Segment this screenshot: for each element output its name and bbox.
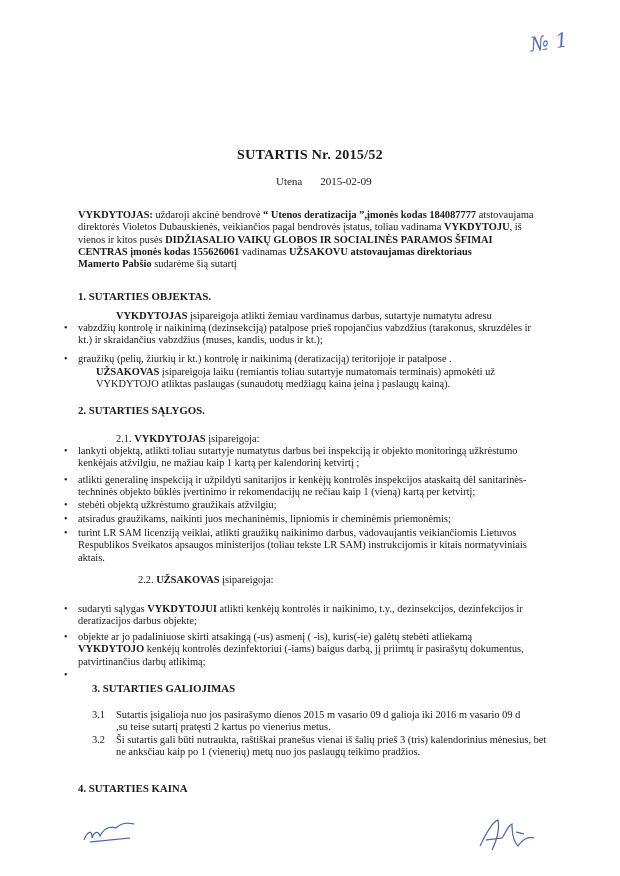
bullet-icon: • xyxy=(64,632,68,643)
bullet-icon: • xyxy=(64,514,68,525)
s2-item-5: turint LR SAM licenziją veiklai, atlikti graužikų naikinimo darbus, vadovaujantis veikiančiomis Lietuvos Respublikos Sveikatos apsaugos ministerijos (toliau tekste LR SAM) instrukcijomis ir kitais normatyviniais aktais. xyxy=(78,528,527,564)
intro-line: VYKDYTOJAS: uždaroji akcinė bendrovė “ Utenos deratizacija ”,įmonės kodas 184087777 atstovaujama xyxy=(78,210,534,221)
page-number-handwritten: № 1 xyxy=(528,27,570,57)
clause-3-1: Sutartis įsigalioja nuo jos pasirašymo dienos 2015 m vasario 09 d galioja iki 2016 m vasario 09 d ,su teise sutartį pratęsti 2 kartus po vienerius metus. xyxy=(116,710,521,734)
signature-right xyxy=(472,812,542,858)
contract-date: 2015-02-09 xyxy=(320,176,372,188)
bullet-icon: • xyxy=(64,446,68,457)
place: Utena xyxy=(276,176,303,188)
bullet-icon: • xyxy=(64,500,68,511)
clause-3-1-number: 3.1 xyxy=(92,710,105,721)
s1-paragraph-2: UŽSAKOVAS įsipareigoja laiku (remiantis toliau sutartyje numatomais terminais) apmokėti už VYKDYTOJO atliktas paslaugas (sunaudotų medžiagų kaina įeina į paslaugų kainą). xyxy=(96,367,495,391)
s1-paragraph-1: VYKDYTOJAS įsipareigoja atlikti žemiau vardinamus darbus, sutartyje numatytu adresu xyxy=(116,311,492,322)
bullet-icon: • xyxy=(64,354,68,365)
s2-obligation-2: objekte ar jo padaliniuose skirti atsakingą (-us) asmenį ( -is), kuris(-ie) galėtų stebėti atliekamą VYKDYTOJO kenkėjų kontrolės dezinfektoriui (-iams) baigus darbą, jį priimtų ir pasirašytų dokumentus, patvirtinančius darbų atlikimą; xyxy=(78,632,524,668)
bullet-icon: • xyxy=(64,528,68,539)
intro-line: Mamerto Pabšio sudarėme šią sutartį xyxy=(78,259,237,271)
section-2-heading: 2. SUTARTIES SĄLYGOS. xyxy=(78,405,205,417)
s2-item-3: stebėti objektą užkrėstumo graužikais atžvilgiu; xyxy=(78,500,277,511)
section-4-heading: 4. SUTARTIES KAINA xyxy=(78,783,188,795)
s1-bullet-1: vabzdžių kontrolę ir naikinimą (dezinsekciją) patalpose prieš ropojančius vabzdžius (tarakonus, skruzdėles ir kt.) ir skraidančius vabzdžius (muses, kandis, uodus ir kt.); xyxy=(78,323,531,347)
clause-3-2-number: 3.2 xyxy=(92,735,105,746)
intro-line: direktorės Violetos Dubauskienės, veikiančios pagal bendrovės įstatus, toliau vadinama VYKDYTOJU, iš xyxy=(78,222,522,234)
contract-title: SUTARTIS Nr. 2015/52 xyxy=(237,148,383,163)
bullet-icon: • xyxy=(64,323,68,334)
bullet-icon: • xyxy=(64,604,68,615)
s2-item-2: atlikti generalinę inspekciją ir užpildyti sanitarijos ir kenkėjų kontrolės inspekcijos ataskaitą dėl sanitarinės- techninės objekto būklės įvertinimo ir rekomendacijų ne rečiau kaip 1 (vieną) kartą per ketvirtį; xyxy=(78,475,527,499)
intro-line: CENTRAS įmonės kodas 155626061 vadinamas UŽSAKOVU atstovaujamas direktoriaus xyxy=(78,246,472,258)
place-date-line xyxy=(276,176,372,188)
s2-obligation-1: sudaryti sąlygas VYKDYTOJUI atlikti kenkėjų kontrolės ir naikinimo, t.y., dezinsekcijos, dezinfekcijos ir deratizacijos darbus objekte; xyxy=(78,604,523,628)
section-3-heading: 3. SUTARTIES GALIOJIMAS xyxy=(92,683,236,695)
bullet-icon: • xyxy=(64,670,68,681)
intro-line: vienos ir kitos pusės DIDŽIASALIO VAIKŲ GLOBOS IR SOCIALINĖS PARAMOS ŠFIMAI xyxy=(78,234,493,246)
s2-item-4: atsiradus graužikams, naikinti juos mechaninėmis, lipniomis ir cheminėmis priemonėmis; xyxy=(78,514,451,525)
section-1-heading: 1. SUTARTIES OBJEKTAS. xyxy=(78,291,212,303)
intro-paragraph xyxy=(78,210,583,271)
bullet-icon: • xyxy=(64,475,68,486)
s1-bullet-2: graužikų (pelių, žiurkių ir kt.) kontrolę ir naikinimą (deratizaciją) teritorijoje ir patalpose . xyxy=(78,354,452,365)
s2-sub-2-heading: 2.2. UŽSAKOVAS įsipareigoja: xyxy=(138,575,274,586)
s2-item-1: lankyti objektą, atlikti toliau sutartyje numatytus darbus bei inspekciją ir objekto monitoringą užkrėstumo kenkėjais atžvilgiu, ne mažiau kaip 1 kartą per kalendorinį ketvirtį ; xyxy=(78,446,518,470)
s2-sub-1-heading: 2.1. VYKDYTOJAS įsipareigoja: xyxy=(116,434,260,445)
clause-3-2: Ši sutartis gali būti nutraukta, raštiškai pranešus vienai iš šalių prieš 3 (tris) kalendorinius mėnesius, bet ne anksčiau kaip po 1 (vienerių) metų nuo jos paslaugų teikimo pradžios. xyxy=(116,735,547,759)
signature-left xyxy=(80,818,140,848)
